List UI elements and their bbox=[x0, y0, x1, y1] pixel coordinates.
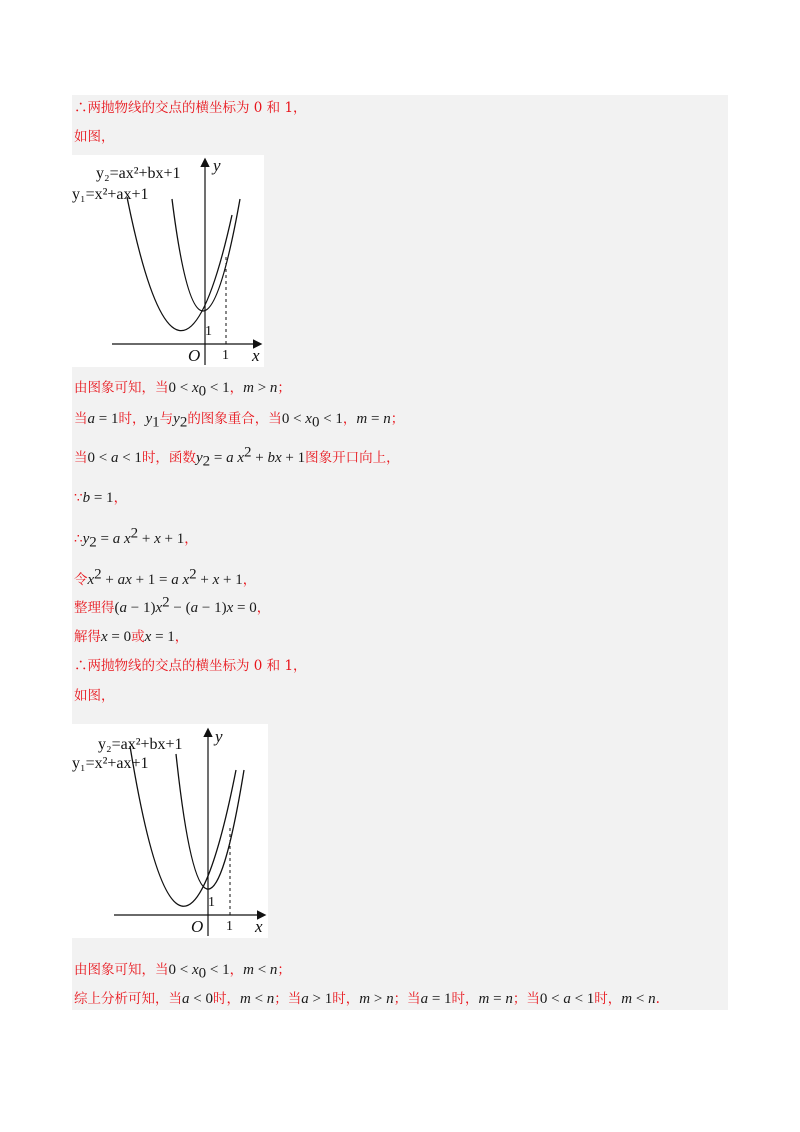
text-line: ∵b = 1， bbox=[74, 490, 128, 506]
text-line: 如图， bbox=[74, 688, 115, 704]
text-line: ∴两抛物线的交点的横坐标为 0 和 1， bbox=[74, 100, 307, 116]
label-y2: y₂=ax²+bx+1 bbox=[96, 165, 181, 182]
parabola-graph bbox=[72, 724, 268, 938]
text-line: 由图象可知，当$0 < x_0 < 1$，m < n； bbox=[74, 962, 291, 982]
text-line: 令$x^2$ + ax + 1 = a $x^2 + x + 1$， bbox=[74, 566, 257, 588]
label-y1: y₁=x²+ax+1 bbox=[72, 755, 149, 772]
axis-label-x: x bbox=[255, 917, 263, 936]
text-line: 如图， bbox=[74, 129, 115, 145]
parabola-y1 bbox=[127, 197, 232, 331]
text-line: 当a = 1时，$y_1$与$y_2$的图象重合，当$0 < x_0 < 1$，m = n； bbox=[74, 411, 405, 431]
text-line: 当0 < a < 1时，函数$y_2 = a$ $x^2$ + bx + 1图象开口向上， bbox=[74, 444, 400, 470]
tick-label: 1 bbox=[205, 324, 212, 339]
parabola-graph bbox=[72, 155, 264, 367]
tick-label: 1 bbox=[208, 895, 215, 910]
text-line: 解得x = 0或x = 1， bbox=[74, 629, 189, 645]
axis-label-y: y bbox=[215, 727, 223, 746]
axis-label-y: y bbox=[213, 156, 221, 175]
text-line: $\therefore y_2 = a$ $x^2 + x + 1$， bbox=[74, 525, 198, 551]
parabola-y2 bbox=[172, 199, 240, 311]
label-y2: y₂=ax²+bx+1 bbox=[98, 736, 183, 753]
label-y1: y₁=x²+ax+1 bbox=[72, 186, 149, 203]
parabola-y2 bbox=[176, 754, 244, 889]
text-line: 由图象可知，当$0 < x_0 < 1$，m > n； bbox=[74, 380, 291, 400]
origin-label: O bbox=[188, 346, 201, 365]
tick-label: 1 bbox=[226, 919, 233, 934]
text-line: ∴两抛物线的交点的横坐标为 0 和 1， bbox=[74, 658, 307, 674]
origin-label: O bbox=[191, 917, 204, 936]
text-line: 综上分析可知，当a < 0时，m < n；当a > 1时，m > n；当a = 1时，m = n；当0 < a < 1时，m < n. bbox=[74, 991, 660, 1007]
tick-label: 1 bbox=[222, 348, 229, 363]
axis-label-x: x bbox=[252, 346, 260, 365]
text-line: 整理得$(a - 1)x^2 - (a - 1)x = 0$， bbox=[74, 594, 271, 616]
